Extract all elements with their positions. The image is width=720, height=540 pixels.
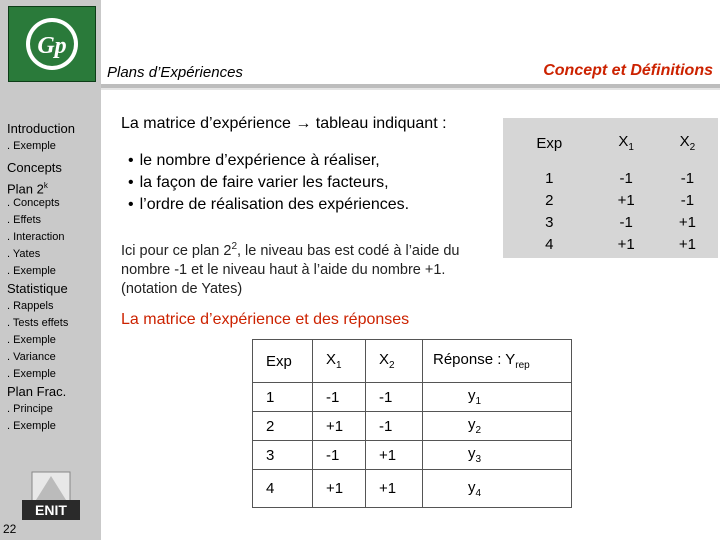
sidebar-item-exemple[interactable]: . Exemple [7, 140, 56, 152]
sidebar-nav [7, 120, 101, 435]
matrix-heading-end: tableau indiquant : [311, 115, 447, 132]
sidebar-item-plan-frac[interactable]: Plan Frac. [7, 384, 67, 399]
table-cell [423, 412, 572, 441]
header-cell-text: X [326, 351, 337, 368]
header-cell-sub: 2 [389, 360, 395, 371]
header-cell [423, 340, 572, 383]
sidebar-item-concepts-sub[interactable]: . Concepts [7, 197, 60, 209]
table-cell: 1 [253, 383, 313, 412]
table-cell: 4 [545, 236, 554, 253]
header-cell [596, 118, 657, 168]
sidebar-item-concepts[interactable]: Concepts [7, 160, 62, 175]
table-row [503, 234, 718, 256]
enit-logo-icon [22, 470, 80, 522]
table-cell: -1 [366, 383, 423, 412]
sidebar-item-variance[interactable]: . Variance [7, 351, 56, 363]
sidebar-item-rappels[interactable]: . Rappels [7, 300, 54, 312]
table-cell: +1 [678, 214, 696, 231]
response-index: 1 [475, 396, 482, 407]
response-index: 2 [475, 425, 482, 436]
response-value: y [468, 387, 476, 404]
table-cell: -1 [313, 383, 366, 412]
header-cell [313, 340, 366, 383]
response-value: y [468, 445, 476, 462]
sidebar-item-plan-2k[interactable] [7, 177, 101, 195]
header-cell-text: Réponse : Y [433, 351, 516, 368]
sidebar-item-principe[interactable]: . Principe [7, 403, 53, 415]
section-title: Concept et Définitions [543, 62, 713, 79]
table-cell: -1 [313, 441, 366, 470]
table-cell [423, 383, 572, 412]
note-before: Ici pour ce plan 2 [121, 242, 232, 259]
table-cell: -1 [366, 412, 423, 441]
sidebar-item-exemple-2[interactable]: . Exemple [7, 265, 56, 277]
header-cell [503, 118, 596, 168]
table-row [503, 168, 718, 190]
table-row [503, 190, 718, 212]
header-cell [366, 340, 423, 383]
sidebar-item-exemple-4[interactable]: . Exemple [7, 368, 56, 380]
table-cell: 3 [545, 214, 554, 231]
table-cell: -1 [619, 214, 633, 231]
table-cell: +1 [313, 412, 366, 441]
table-cell: 4 [253, 470, 313, 508]
header-cell-text: Exp [266, 352, 292, 370]
sidebar-item-plan-2k-sup: k [43, 181, 48, 190]
table-cell: 3 [253, 441, 313, 470]
sidebar-item-effets[interactable]: . Effets [7, 214, 42, 226]
table-cell: +1 [678, 236, 696, 253]
bullet-item: • l’ordre de réalisation des expériences. [128, 194, 409, 216]
table-cell: 2 [545, 192, 554, 209]
table-cell: +1 [313, 470, 366, 508]
response-index: 3 [475, 454, 482, 465]
header-cell-text: X [379, 351, 390, 368]
bullet-item: • la façon de faire varier les facteurs, [128, 172, 409, 194]
response-value: y [468, 416, 476, 433]
table-cell: -1 [680, 170, 695, 187]
table-header-row [503, 118, 718, 168]
sidebar-item-interaction[interactable]: . Interaction [7, 231, 65, 243]
sidebar-item-plan-2k-label: Plan 2 [7, 181, 44, 197]
table-row [253, 383, 572, 412]
matrix-heading-start: La matrice d’expérience [121, 115, 296, 132]
bullet-item: • le nombre d’expérience à réaliser, [128, 150, 409, 172]
table-cell: 1 [545, 170, 554, 187]
header-cell-sub: 1 [336, 360, 342, 371]
table-row [253, 412, 572, 441]
bullet-list [128, 150, 409, 216]
sidebar-item-exemple-3[interactable]: . Exemple [7, 334, 56, 346]
response-index: 4 [475, 487, 482, 499]
enit-logo-text: ENIT [35, 502, 67, 518]
header-cell-sub: 1 [628, 142, 634, 153]
table-header-row [253, 340, 572, 383]
logo-text: Gp [37, 33, 67, 59]
sidebar-item-yates[interactable]: . Yates [7, 248, 41, 260]
table-row [253, 470, 572, 508]
table-row [253, 441, 572, 470]
table-cell: 2 [253, 412, 313, 441]
response-heading: La matrice d’expérience et des réponses [121, 311, 410, 328]
table-cell: +1 [617, 236, 635, 253]
header-cell-sub: rep [515, 360, 530, 371]
matrix-heading [121, 115, 447, 133]
header-cell [657, 118, 718, 168]
sidebar [0, 0, 101, 540]
sidebar-item-exemple-5[interactable]: . Exemple [7, 420, 56, 432]
header-cell-text: Exp [536, 134, 563, 152]
table-cell: +1 [366, 470, 423, 508]
header-cell-sub: 2 [689, 142, 696, 153]
table-cell: -1 [619, 170, 633, 187]
table-cell [423, 470, 572, 508]
response-value: y [468, 478, 476, 496]
table-cell: +1 [617, 192, 635, 209]
arrow-right-icon: → [295, 115, 312, 132]
course-title: Plans d’Expériences [107, 64, 243, 81]
table-cell: +1 [366, 441, 423, 470]
response-table [252, 339, 572, 508]
header-cell-text: X [618, 133, 629, 150]
sidebar-item-statistique[interactable]: Statistique [7, 281, 68, 296]
table-row [503, 212, 718, 234]
header-cell-text: X [679, 133, 690, 150]
design-matrix-table [503, 118, 718, 256]
note-exponent: 2 [231, 241, 237, 252]
note-after: , le niveau bas est codé à l’aide du nombre -1 et le niveau haut à l’aide du nombre +1. (notation de Yates) [121, 242, 460, 297]
yates-note [121, 237, 501, 299]
table-cell [423, 441, 572, 470]
sidebar-item-introduction[interactable]: Introduction [7, 121, 75, 136]
header-divider-light [101, 88, 720, 90]
gp-logo-icon [8, 6, 96, 82]
sidebar-item-tests-effets[interactable]: . Tests effets [7, 317, 69, 329]
page-number: 22 [3, 522, 17, 536]
design-matrix-box [503, 118, 718, 258]
table-cell: -1 [680, 192, 695, 209]
header-cell [253, 340, 313, 383]
